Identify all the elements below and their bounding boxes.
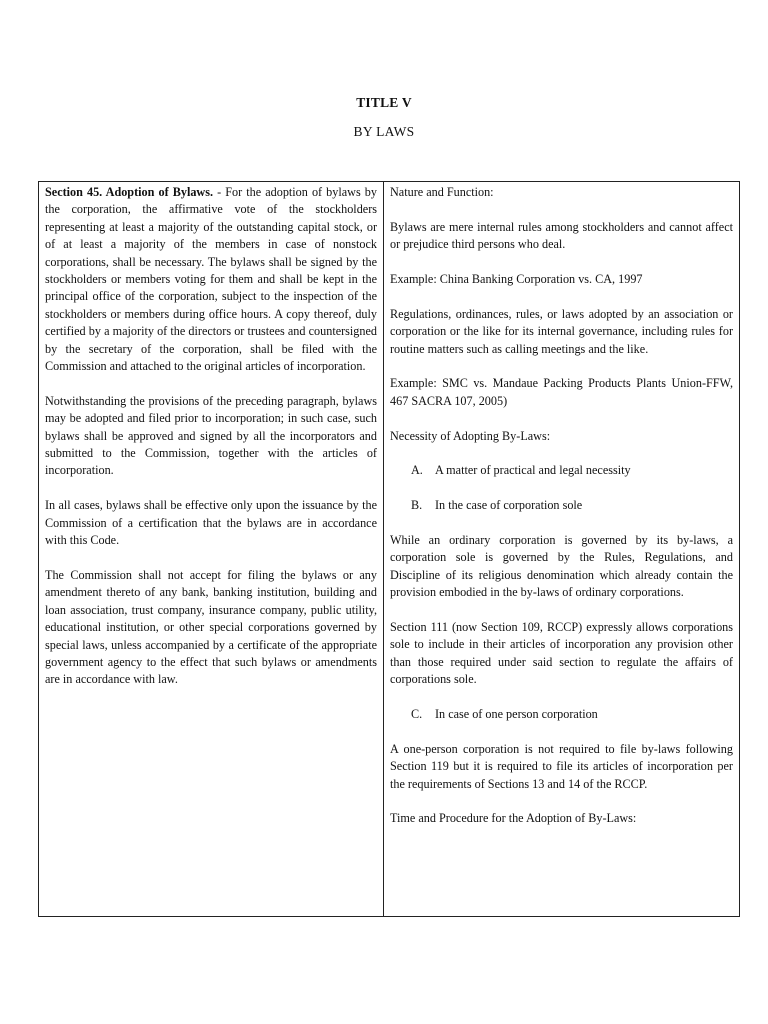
example-china-banking: Example: China Banking Corporation vs. CA, 1997 [390, 272, 643, 286]
list-marker-c: C. [411, 707, 423, 722]
bylaws-table [38, 181, 740, 917]
list-text-b: In the case of corporation sole [435, 498, 583, 513]
corporation-sole-paragraph: While an ordinary corporation is governed by its by-laws, a corporation sole is governed by the Rules, Regulations, and Discipline of its religious denomination which already contain the provision embodied in the by-laws of ordinary corporations. [390, 533, 733, 600]
section-45-heading: Section 45. Adoption of Bylaws. [45, 185, 214, 199]
table-row [39, 182, 740, 917]
nature-function-heading: Nature and Function: [390, 185, 494, 199]
section-45-text: - For the adoption of bylaws by the corporation, the affirmative vote of the stockholders representing at least a majority of the outstanding capital stock, or of at least a majority of the members in case of nonstock corporations, shall be necessary. The bylaws shall be signed by the stockholders or members voting for them and shall be kept in the principal office of the corporation, subject to the inspection of the stockholders or members during office hours. A copy thereof, duly certified by a majority of the directors or trustees and countersigned by the secretary of the corporation, shall be filed with the Commission and attached to the original articles of incorporation. [45, 185, 377, 374]
effectivity-paragraph: In all cases, bylaws shall be effective only upon the issuance by the Commission of a certification that the bylaws are in accordance with this Code. [45, 498, 377, 548]
prior-incorporation-paragraph: Notwithstanding the provisions of the preceding paragraph, bylaws may be adopted and filed prior to incorporation; in such case, such bylaws shall be approved and signed by all the incorporators and submitted to the Commission, together with the articles of incorporation. [45, 393, 377, 478]
internal-rules-paragraph: Bylaws are mere internal rules among stockholders and cannot affect or prejudice third persons who deal. [390, 219, 733, 252]
left-column-cell [39, 182, 384, 917]
regulations-paragraph: Regulations, ordinances, rules, or laws adopted by an association or corporation or the like for its internal governance, including rules for routine matters such as calling meetings and the like. [390, 306, 733, 356]
list-marker-a: A. [411, 463, 423, 478]
list-text-c: In case of one person corporation [435, 707, 598, 722]
one-person-corporation-paragraph: A one-person corporation is not required to file by-laws following Section 119 but it is required to file its articles of incorporation per the requirements of Sections 13 and 14 of the RCCP. [390, 741, 733, 791]
list-text-a: A matter of practical and legal necessity [435, 463, 631, 478]
time-procedure-heading: Time and Procedure for the Adoption of By-Laws: [390, 811, 637, 826]
necessity-heading: Necessity of Adopting By-Laws: [390, 428, 551, 443]
page-subtitle: BY LAWS [353, 124, 415, 139]
example-smc: Example: SMC vs. Mandaue Packing Products Plants Union-FFW, 467 SACRA 107, 2005) [390, 376, 733, 408]
list-item [390, 497, 733, 514]
section-111-paragraph: Section 111 (now Section 109, RCCP) expressly allows corporations sole to include in their articles of incorporation any provision other than those required under said section to regulate the affairs of corporations sole. [390, 620, 733, 687]
list-marker-b: B. [411, 498, 423, 513]
page-title: TITLE V [356, 95, 412, 110]
right-column-cell [384, 182, 740, 917]
list-item [390, 706, 733, 723]
list-item [390, 462, 733, 479]
section-45-paragraph [45, 184, 377, 375]
special-corporations-paragraph: The Commission shall not accept for filing the bylaws or any amendment thereto of any bank, banking institution, building and loan association, trust company, insurance company, public utility, educational institution, or other special corporations governed by special laws, unless accompanied by a certificate of the appropriate government agency to the effect that such bylaws or amendments are in accordance with law. [45, 567, 377, 687]
